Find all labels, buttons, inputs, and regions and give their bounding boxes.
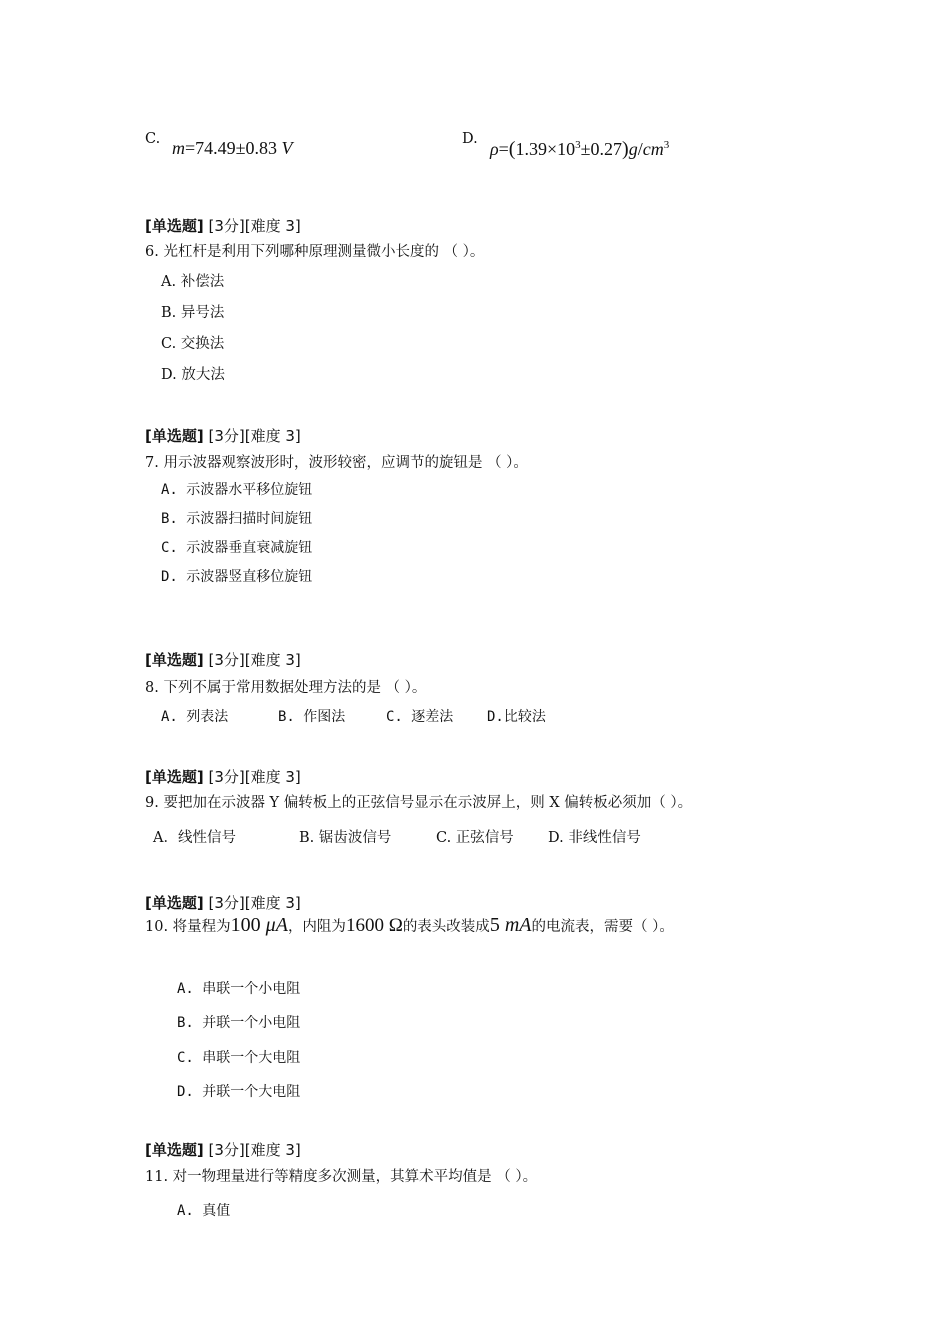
- q5-option-d-formula: [490, 138, 669, 161]
- q5-d-eq: =: [498, 139, 509, 159]
- q8-option-c[interactable]: C. 逐差法: [386, 709, 454, 725]
- q5-d-rho: ρ: [490, 139, 499, 159]
- q6-option-c[interactable]: C. 交换法: [161, 336, 225, 352]
- q5-d-close: ): [622, 138, 629, 160]
- q6-meta: [3分][难度 3]: [203, 217, 301, 235]
- q5-option-c-formula: [172, 138, 293, 159]
- q6-option-a[interactable]: A. 补偿法: [161, 274, 225, 290]
- q8-option-b[interactable]: B. 作图法: [278, 709, 346, 725]
- q8-stem: 8. 下列不属于常用数据处理方法的是 （ ）。: [145, 680, 427, 696]
- q10-range: [231, 914, 288, 936]
- q5-option-d-label: D.: [462, 131, 478, 147]
- q8-option-a[interactable]: A. 列表法: [161, 709, 229, 725]
- q8-option-d[interactable]: D.比较法: [487, 709, 546, 725]
- q7-stem: 7. 用示波器观察波形时，波形较密，应调节的旋钮是 （ ）。: [145, 455, 528, 471]
- q10-range-unit: μA: [265, 914, 288, 936]
- q7-header: [145, 425, 301, 446]
- q7-option-b[interactable]: B. 示波器扫描时间旋钮: [161, 511, 313, 527]
- q10-stem-a: 10. 将量程为: [145, 919, 231, 935]
- q5-d-g: g: [628, 139, 638, 159]
- q5-d-cmexp: 3: [663, 139, 670, 151]
- q11-header: [145, 1139, 301, 1160]
- q10-stem-d: 的电流表，需要（ ）。: [531, 919, 674, 935]
- q5-c-value: =74.49±0.83: [185, 138, 278, 158]
- q9-meta: [3分][难度 3]: [203, 768, 301, 786]
- q5-c-m: m: [172, 138, 185, 158]
- q10-res-num: 1600: [345, 915, 384, 936]
- q6-option-b[interactable]: B. 异号法: [161, 305, 225, 321]
- q10-header: [145, 892, 301, 913]
- q5-d-exp: 3: [575, 139, 581, 151]
- q5-d-pm: ±0.27: [580, 139, 623, 159]
- q10-resistance: [346, 915, 403, 936]
- q10-stem-b: ，内阻为: [287, 919, 346, 935]
- q10-option-c[interactable]: C. 串联一个大电阻: [177, 1050, 301, 1066]
- q11-type: [单选题]: [145, 1141, 204, 1159]
- q7-option-a[interactable]: A. 示波器水平移位旋钮: [161, 482, 313, 498]
- q10-target-unit: mA: [504, 914, 532, 936]
- q9-option-d[interactable]: D. 非线性信号: [548, 830, 641, 846]
- q5-d-cm: cm: [642, 139, 664, 159]
- q10-res-unit: Ω: [388, 915, 403, 936]
- q7-option-d[interactable]: D. 示波器竖直移位旋钮: [161, 569, 313, 585]
- q8-header: [145, 649, 301, 670]
- q11-meta: [3分][难度 3]: [203, 1141, 301, 1159]
- q9-option-c[interactable]: C. 正弦信号: [436, 830, 514, 846]
- q5-d-mant: 1.39×10: [515, 139, 576, 159]
- q10-option-b[interactable]: B. 并联一个小电阻: [177, 1015, 301, 1031]
- q9-option-a[interactable]: A．线性信号: [153, 830, 236, 846]
- q8-type: [单选题]: [145, 651, 204, 669]
- q5-d-open: (: [508, 138, 516, 160]
- q5-d-slash: /: [637, 139, 643, 159]
- q10-target: [490, 914, 532, 936]
- q9-option-b[interactable]: B. 锯齿波信号: [299, 830, 392, 846]
- q6-stem: 6. 光杠杆是利用下列哪种原理测量微小长度的 （ ）。: [145, 244, 485, 260]
- q6-option-d[interactable]: D. 放大法: [161, 367, 225, 383]
- q5-option-c-label: C.: [145, 131, 161, 147]
- q10-type: [单选题]: [145, 894, 204, 912]
- q10-stem: [145, 914, 674, 937]
- q11-stem: 11. 对一物理量进行等精度多次测量，其算术平均值是 （ ）。: [145, 1169, 538, 1185]
- q8-meta: [3分][难度 3]: [203, 651, 301, 669]
- q5-c-unit: V: [281, 138, 293, 158]
- q7-type: [单选题]: [145, 427, 204, 445]
- q9-header: [145, 766, 301, 787]
- q6-type: [单选题]: [145, 217, 204, 235]
- q10-range-num: 100: [230, 914, 261, 936]
- q10-option-a[interactable]: A. 串联一个小电阻: [177, 981, 301, 997]
- q10-stem-c: 的表头改装成: [402, 919, 490, 935]
- q11-option-a[interactable]: A. 真值: [177, 1203, 231, 1219]
- q7-option-c[interactable]: C. 示波器垂直衰减旋钮: [161, 540, 313, 556]
- q6-header: [145, 215, 301, 236]
- q7-meta: [3分][难度 3]: [203, 427, 301, 445]
- q9-type: [单选题]: [145, 768, 204, 786]
- q10-target-num: 5: [489, 914, 500, 936]
- q10-option-d[interactable]: D. 并联一个大电阻: [177, 1084, 301, 1100]
- q9-stem: 9. 要把加在示波器 Y 偏转板上的正弦信号显示在示波屏上，则 X 偏转板必须加（ ）。: [145, 795, 693, 811]
- q10-meta: [3分][难度 3]: [203, 894, 301, 912]
